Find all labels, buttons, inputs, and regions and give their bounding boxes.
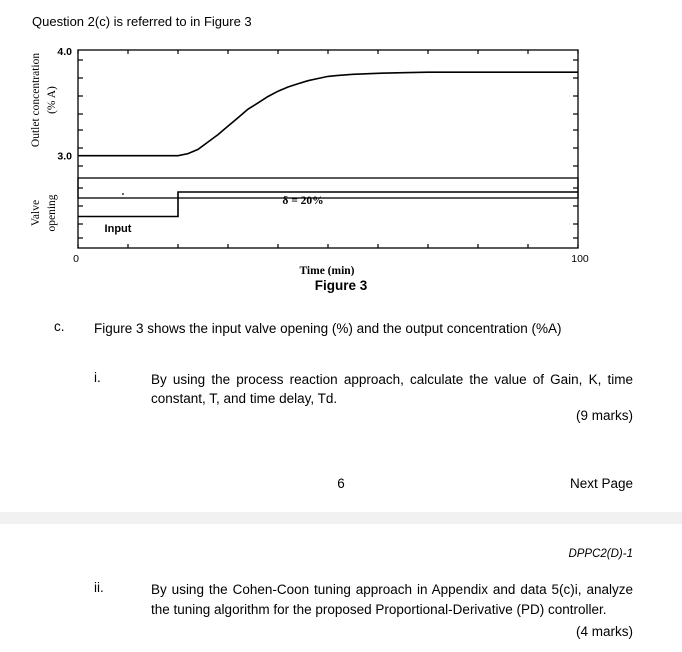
step-annotation: δ = 20% <box>282 195 324 207</box>
question-c-i-marks: (9 marks) <box>576 408 633 423</box>
question-c-i-number: i. <box>94 370 101 385</box>
input-y-label-line1: Valve <box>30 199 42 227</box>
question-c-letter: c. <box>54 319 65 334</box>
x-tick-label: 100 <box>571 253 589 265</box>
chart-curves <box>78 72 578 216</box>
figure-3-chart <box>0 38 682 276</box>
output-y-label-line1: Outlet concentration <box>30 52 42 148</box>
page-separator <box>0 512 682 524</box>
question-c-text: Figure 3 shows the input valve opening (%) and the output concentration (%A) <box>94 321 562 336</box>
x-tick-label: 0 <box>73 253 79 265</box>
stray-dot <box>122 193 124 195</box>
input-y-label-line2: opening <box>46 194 58 232</box>
next-page-link[interactable]: Next Page <box>569 476 633 491</box>
x-axis-label: Time (min) <box>299 265 355 276</box>
page-2 <box>0 524 682 652</box>
y-tick-label: 4.0 <box>57 46 72 58</box>
output-y-label-line2: (% A) <box>46 86 58 114</box>
input-series-label: Input <box>104 223 132 235</box>
chart-frames <box>78 50 578 248</box>
document-code: DPPC2(D)-1 <box>568 548 633 560</box>
valve-input-series <box>78 192 578 217</box>
question-c-ii-text: By using the Cohen-Coon tuning approach in Appendix and data 5(c)i, analyze the tuning algorithm for the proposed Proportional-Derivative (PD) controller. <box>151 582 633 617</box>
chart-ticks <box>78 50 578 248</box>
page-number: 6 <box>337 476 345 491</box>
input-panel-frame <box>78 178 578 248</box>
figure-caption: Figure 3 <box>314 278 368 293</box>
figure-reference-text: Question 2(c) is referred to in Figure 3 <box>32 14 252 29</box>
y-tick-label: 3.0 <box>57 150 72 163</box>
question-c-ii-marks: (4 marks) <box>576 624 633 639</box>
outlet-concentration-series <box>78 72 578 156</box>
question-c-i-text: By using the process reaction approach, calculate the value of Gain, K, time constant, T, and time delay, Td. <box>151 372 633 406</box>
question-c-ii-number: ii. <box>94 580 104 595</box>
